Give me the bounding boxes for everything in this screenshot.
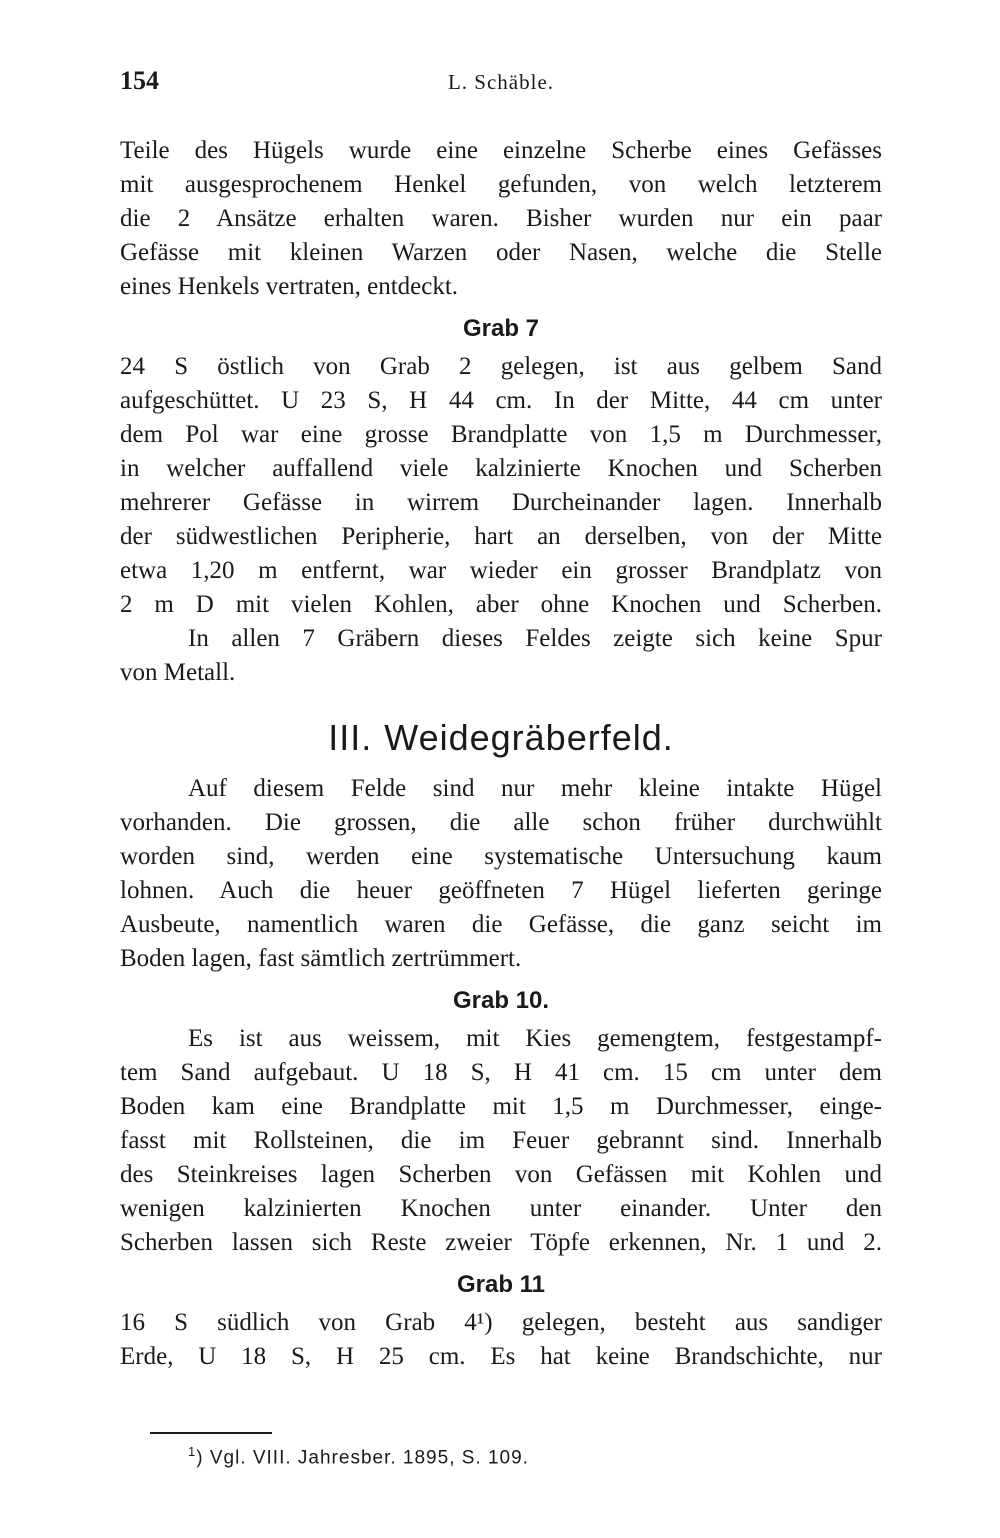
text-line: worden sind, werden eine systematische Untersuchung kaum [120, 843, 882, 870]
text-line: In allen 7 Gräbern dieses Feldes zeigte sich keine Spur [188, 625, 882, 652]
text-line: von Metall. [120, 659, 236, 686]
text-line: Es ist aus weissem, mit Kies gemengtem, festgestampf- [188, 1025, 882, 1052]
grab-7-summary [120, 622, 882, 690]
text-line: Boden lagen, fast sämtlich zertrümmert. [120, 945, 522, 972]
grab-10-paragraph [120, 1022, 882, 1260]
text-line: wenigen kalzinierten Knochen unter einander. Unter den [120, 1195, 882, 1222]
text-line: Auf diesem Felde sind nur mehr kleine intakte Hügel [188, 775, 882, 802]
grab-11-paragraph [120, 1306, 882, 1374]
section-paragraph [120, 772, 882, 976]
text-line: Ausbeute, namentlich waren die Gefässe, die ganz seicht im [120, 911, 882, 938]
text-line: Scherben lassen sich Reste zweier Töpfe erkennen, Nr. 1 und 2. [120, 1229, 882, 1256]
footnote-text: ) Vgl. VIII. Jahresber. 1895, S. 109. [196, 1447, 529, 1469]
text-line: 24 S östlich von Grab 2 gelegen, ist aus gelbem Sand [120, 353, 882, 380]
section-name: Weidegräberfeld. [384, 717, 674, 758]
text-line: lohnen. Auch die heuer geöffneten 7 Hügel lieferten geringe [120, 877, 882, 904]
text-line: dem Pol war eine grosse Brandplatte von 1,5 m Durchmesser, [120, 421, 882, 448]
page-header [120, 66, 882, 106]
grab-7-heading: Grab 7 [462, 315, 540, 342]
footnote-rule [150, 1432, 272, 1434]
grab-7-paragraph [120, 350, 882, 622]
text-line: aufgeschüttet. U 23 S, H 44 cm. In der Mitte, 44 cm unter [120, 387, 882, 414]
section-title [120, 708, 882, 768]
text-line: etwa 1,20 m entfernt, war wieder ein grosser Brandplatz von [120, 557, 882, 584]
page-number: 154 [120, 66, 159, 95]
text-line: mehrerer Gefässe in wirrem Durcheinander lagen. Innerhalb [120, 489, 882, 516]
text-line: 16 S südlich von Grab 4¹) gelegen, besteht aus sandiger [120, 1309, 882, 1336]
text-line: Erde, U 18 S, H 25 cm. Es hat keine Brandschichte, nur [120, 1343, 882, 1370]
footnote-marker: 1 [188, 1444, 197, 1459]
text-line: eines Henkels vertraten, entdeckt. [120, 273, 459, 300]
text-line: 2 m D mit vielen Kohlen, aber ohne Knochen und Scherben. [120, 591, 882, 618]
text-line: Teile des Hügels wurde eine einzelne Scherbe eines Gefässes [120, 137, 882, 164]
text-line: die 2 Ansätze erhalten waren. Bisher wurden nur ein paar [120, 205, 882, 232]
page-body [120, 134, 882, 1374]
grab-11-heading: Grab 11 [456, 1271, 546, 1298]
text-line: mit ausgesprochenem Henkel gefunden, von welch letzterem [120, 171, 882, 198]
text-line: vorhanden. Die grossen, die alle schon früher durchwühlt [120, 809, 882, 836]
text-line: der südwestlichen Peripherie, hart an derselben, von der Mitte [120, 523, 882, 550]
text-line: tem Sand aufgebaut. U 18 S, H 41 cm. 15 cm unter dem [120, 1059, 882, 1086]
text-line: Boden kam eine Brandplatte mit 1,5 m Durchmesser, einge- [120, 1093, 882, 1120]
text-line: Gefässe mit kleinen Warzen oder Nasen, welche die Stelle [120, 239, 882, 266]
running-head: L. Schäble. [447, 70, 555, 94]
footnote [188, 1444, 529, 1469]
text-line: in welcher auffallend viele kalzinierte Knochen und Scherben [120, 455, 882, 482]
section-numeral: III. [328, 717, 373, 758]
intro-paragraph [120, 134, 882, 304]
text-line: des Steinkreises lagen Scherben von Gefässen mit Kohlen und [120, 1161, 882, 1188]
grab-10-heading: Grab 10. [452, 987, 550, 1014]
text-line: fasst mit Rollsteinen, die im Feuer gebrannt sind. Innerhalb [120, 1127, 882, 1154]
